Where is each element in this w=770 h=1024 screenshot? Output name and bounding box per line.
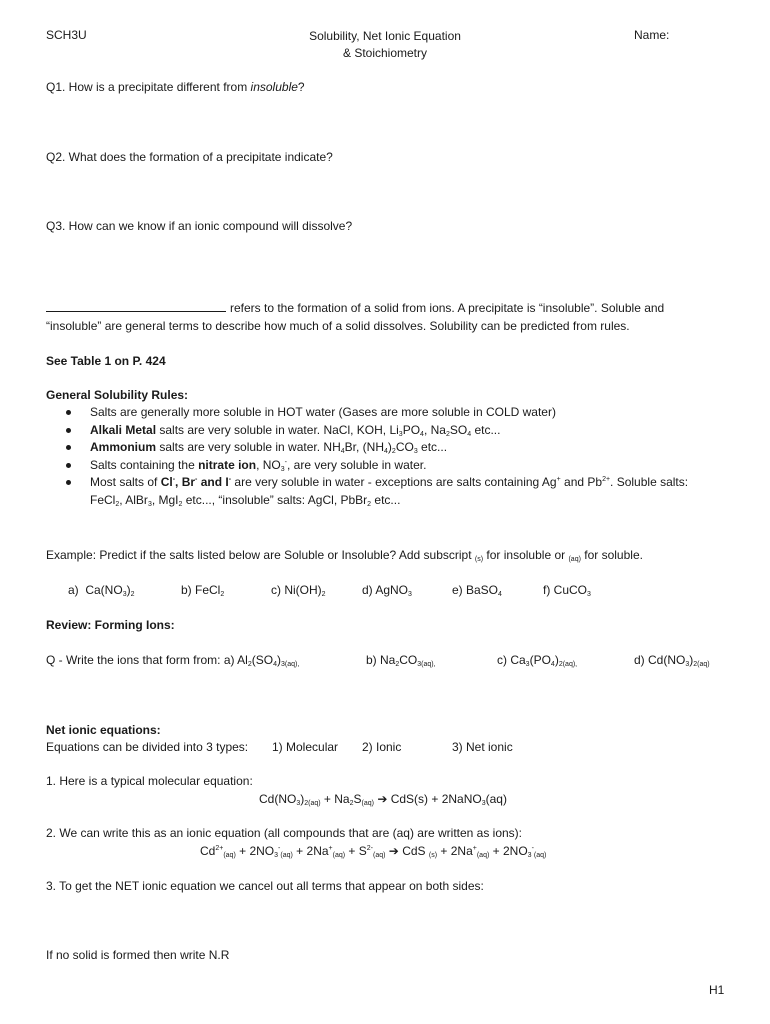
no-solid-note: If no solid is formed then write N.R bbox=[46, 948, 230, 962]
see-table-note: See Table 1 on P. 424 bbox=[46, 354, 166, 368]
bullet-icon bbox=[66, 480, 71, 485]
example-text-b: for insoluble or bbox=[483, 548, 569, 562]
course-code: SCH3U bbox=[46, 28, 87, 42]
equation-type-3: 3) Net ionic bbox=[452, 740, 513, 754]
rule-3-text: salts are very soluble in water. NH bbox=[156, 440, 341, 454]
review-item-d: d) $Cd(NO_3)_{2(aq)}$ bbox=[634, 653, 710, 668]
example-text-c: for soluble. bbox=[580, 548, 643, 562]
review-item-a: Q - Write the ions that form from: a) $Al_2(SO_4)_{3(aq),}$ bbox=[46, 653, 300, 668]
rule-5-end: . Soluble salts: bbox=[610, 475, 689, 489]
definition-text1: refers to the formation of a solid from ions. A precipitate is “insoluble”. Soluble and bbox=[230, 301, 665, 315]
question-1 bbox=[46, 80, 305, 94]
step-2-text: 2. We can write this as an ionic equation (all compounds that are (aq) are written as ions): bbox=[46, 826, 523, 840]
review-prompt: Q - Write the ions that form from: a) Al bbox=[46, 653, 248, 667]
question-3: Q3. How can we know if an ionic compound will dissolve? bbox=[46, 219, 353, 233]
page-code: H1 bbox=[709, 983, 725, 997]
rules-heading: General Solubility Rules: bbox=[46, 388, 189, 402]
definition-line1 bbox=[46, 301, 664, 315]
rule-2: Alkali Metal salts are very soluble in water. NaCl, KOH, $Li_3PO_4$, $Na_2SO_4$ etc... bbox=[66, 422, 746, 440]
review-item-c: c) $Ca_3(PO_4)_{2(aq),}$ bbox=[497, 653, 578, 668]
rules-list bbox=[66, 404, 746, 509]
example-item-f: f) CuCO$_3$ bbox=[543, 583, 591, 598]
rule-4-end: , are very soluble in water. bbox=[287, 457, 427, 472]
q1-prefix: Q1. How is a precipitate different from bbox=[46, 80, 251, 94]
rule-5-mid: are very soluble in water - exceptions are salts containing Ag bbox=[231, 475, 557, 489]
title-line2: & Stoichiometry bbox=[342, 46, 428, 60]
bullet-icon bbox=[66, 428, 71, 433]
example-item-b: b) FeCl$_2$ bbox=[181, 583, 225, 598]
document-title bbox=[270, 28, 500, 62]
answer-blank[interactable] bbox=[46, 301, 226, 312]
review-item-b: b) $Na_2CO_{3(aq),}$ bbox=[366, 653, 436, 668]
rule-4-bold: nitrate ion bbox=[198, 457, 257, 472]
step-1-text: 1. Here is a typical molecular equation: bbox=[46, 774, 253, 788]
name-label: Name: bbox=[634, 28, 670, 42]
example-item-a: a) $Ca(NO_3)_2$ bbox=[68, 583, 135, 598]
ionic-equation: $Cd^{2+}_{(aq)} + 2NO_3^-_{(aq)} + 2Na^+_{(aq)} + S^{2-}_{(aq)}$ ➔ CdS $_{(s)} + 2Na^+_{(aq)} + 2NO_3^-_{(aq)}$ bbox=[200, 844, 547, 859]
rule-2-bold: Alkali Metal bbox=[90, 422, 157, 437]
q1-suffix: ? bbox=[297, 80, 305, 94]
bullet-icon bbox=[66, 445, 71, 450]
rule-4-pre: Salts containing the bbox=[90, 457, 199, 472]
title-line1: Solubility, Net Ionic Equation bbox=[309, 29, 461, 43]
rule-4-post: , NO bbox=[256, 457, 281, 472]
step-3-text: 3. To get the NET ionic equation we cancel out all terms that appear on both sides: bbox=[46, 879, 484, 893]
question-2: Q2. What does the formation of a precipitate indicate? bbox=[46, 150, 333, 164]
rule-5-pre: Most salts of bbox=[90, 475, 161, 489]
example-item-e: e) BaSO$_4$ bbox=[452, 583, 502, 598]
example-text-a: Example: Predict if the salts listed below are Soluble or Insoluble? Add subscript bbox=[46, 548, 475, 562]
rule-5-line2: FeCl bbox=[90, 492, 116, 507]
molecular-equation: $Cd(NO_3)_{2(aq)} + Na_2S_{(aq)}$ ➔ CdS(s) + 2NaNO$_3$(aq) bbox=[259, 792, 507, 807]
rule-5-post: and Pb bbox=[560, 475, 603, 489]
bullet-icon bbox=[66, 410, 71, 415]
q1-italic: insoluble bbox=[250, 80, 298, 94]
rule-3-bold: Ammonium bbox=[90, 440, 156, 454]
bullet-icon bbox=[66, 463, 71, 468]
rule-2-text: salts are very soluble in water. NaCl, KOH, Li bbox=[156, 422, 399, 437]
example-prompt: Example: Predict if the salts listed below are Soluble or Insoluble? Add subscript $_{(s)}$ for insoluble or $_{(aq)}$ for soluble. bbox=[46, 548, 643, 563]
rule-3: Ammonium salts are very soluble in water. $NH_4Br$, $(NH_4)_2CO_3$ etc... bbox=[66, 439, 746, 457]
rule-1 bbox=[66, 404, 746, 422]
example-item-c: c) $Ni(OH)_2$ bbox=[271, 583, 326, 598]
rule-1-text: Salts are generally more soluble in HOT water (Gases are more soluble in COLD water) bbox=[90, 405, 556, 419]
review-heading: Review: Forming Ions: bbox=[46, 618, 175, 632]
equation-type-2: 2) Ionic bbox=[362, 740, 402, 754]
equation-type-1: 1) Molecular bbox=[272, 740, 339, 754]
example-item-d: d) AgNO$_3$ bbox=[362, 583, 412, 598]
equation-types-label: Equations can be divided into 3 types: bbox=[46, 740, 249, 754]
definition-line2: “insoluble” are general terms to describe how much of a solid dissolves. Solubility can be predicted from rules. bbox=[46, 319, 630, 333]
rule-5: Most salts of Cl-, Br- and I- are very soluble in water - exceptions are salts containing Ag+ and $Pb^{2+}$. Soluble salts: FeCl$_2$, AlBr$_3$, MgI$_2$ etc..., “insoluble” salts: AgCl, PbBr$_2$ etc... bbox=[66, 474, 746, 509]
net-ionic-heading: Net ionic equations: bbox=[46, 723, 161, 737]
rule-4: Salts containing the nitrate ion, $NO_3^-$, are very soluble in water. bbox=[66, 457, 746, 475]
